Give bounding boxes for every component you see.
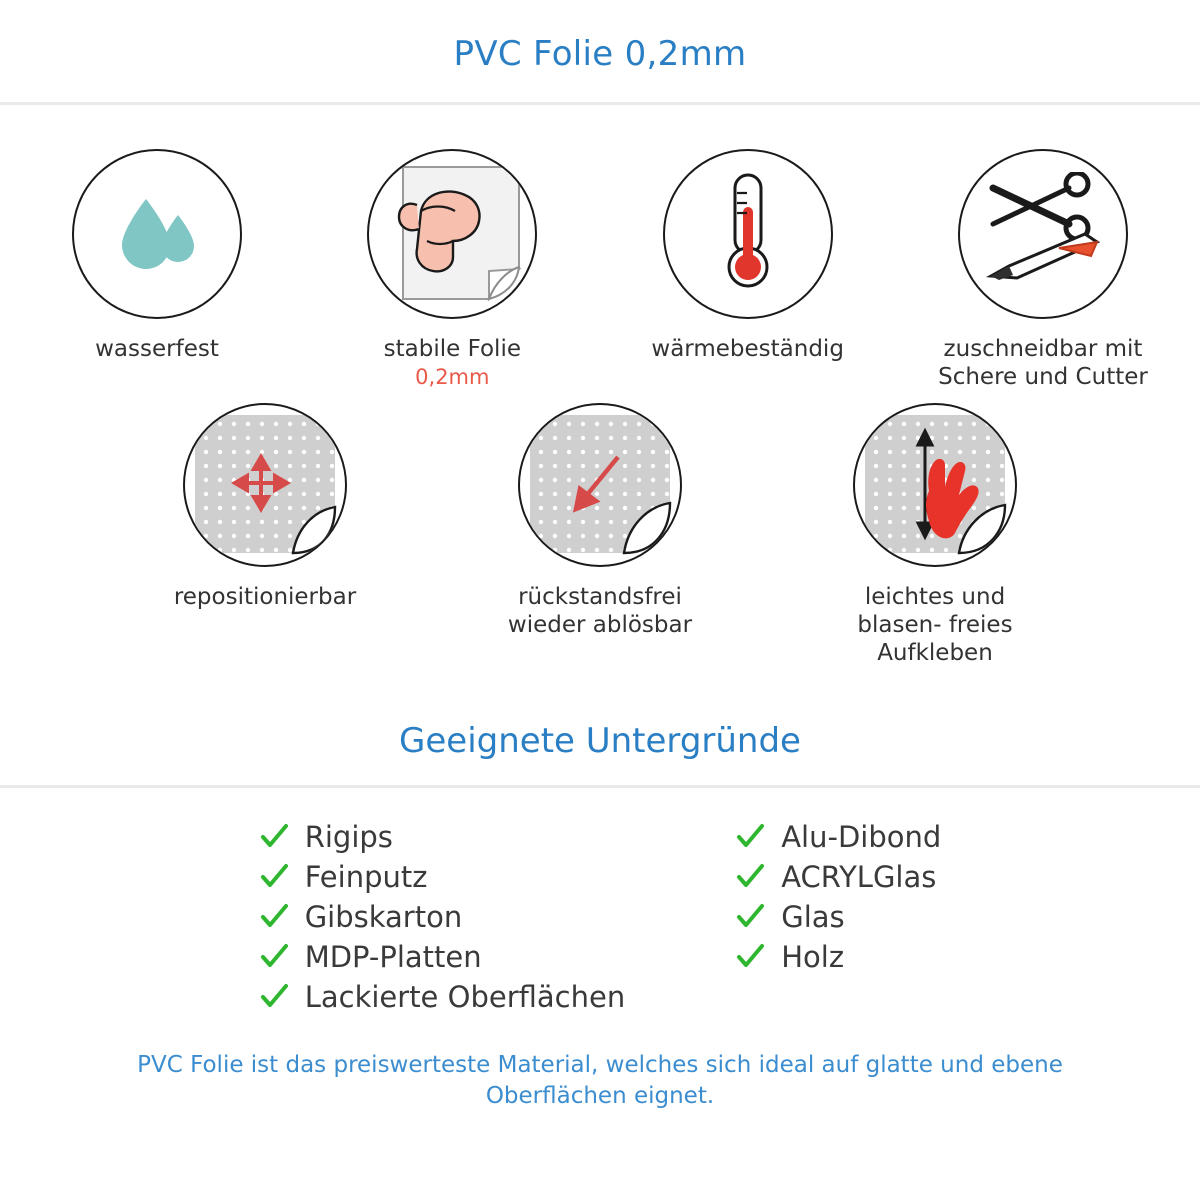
feature-label: leichtes und blasen- freies Aufkleben [857,584,1013,667]
reposition-arrows-icon [185,403,345,567]
list-item [735,940,941,974]
feature-rueckstandsfrei [485,403,715,667]
list-item [259,820,626,854]
feature-zuschneidbar [928,149,1158,391]
check-icon [735,822,765,852]
check-icon [735,942,765,972]
feature-icon-circle [183,403,347,567]
flexed-arm-icon [369,149,535,319]
list-item-label: MDP-Platten [304,940,482,975]
feature-caption [651,335,844,363]
feature-caption [928,335,1158,391]
page-title: PVC Folie 0,2mm [453,34,747,74]
feature-icon-circle [72,149,242,319]
substrates-title: Geeignete Untergründe [399,721,801,762]
feature-icon-circle [853,403,1017,567]
feature-label: rückstandsfrei wieder ablösbar [507,584,693,639]
list-item-label: ACRYLGlas [781,860,937,895]
check-icon [735,902,765,932]
scissors-cutter-icon [973,172,1113,296]
check-icon [259,902,289,932]
feature-caption [384,335,521,391]
list-item [259,980,626,1014]
list-item-label: Gibskarton [304,900,463,935]
list-item [735,900,941,934]
list-item-label: Rigips [304,820,393,855]
list-item-label: Feinputz [304,860,428,895]
feature-repositionierbar [150,403,380,667]
list-item [735,860,941,894]
feature-row-2 [0,391,1200,667]
feature-icon-circle [663,149,833,319]
hand-smoothing-icon [855,403,1015,567]
feature-wasserfest [42,149,272,391]
check-icon [259,982,289,1012]
list-item [259,940,626,974]
feature-label: wasserfest [95,336,219,362]
feature-icon-circle [518,403,682,567]
substrates-column-left [259,820,626,1014]
feature-icon-circle [958,149,1128,319]
substrates-list [0,788,1200,1014]
water-drops-icon [102,177,212,291]
substrates-column-right [735,820,941,1014]
feature-caption [820,583,1050,667]
list-item [259,900,626,934]
feature-label: zuschneidbar mit Schere und Cutter [938,336,1148,391]
feature-stabile-folie [337,149,567,391]
feature-aufkleben [820,403,1050,667]
footnote: PVC Folie ist das preiswerteste Material, welches sich ideal auf glatte und ebene Oberflächen eignet. [137,1052,1063,1110]
check-icon [259,822,289,852]
feature-label: repositionierbar [173,584,357,611]
list-item-label: Glas [781,900,845,935]
feature-label: stabile Folie [383,336,521,362]
check-icon [259,942,289,972]
feature-waermebestaendig [633,149,863,391]
substrates-header [0,721,1200,761]
list-item [259,860,626,894]
check-icon [735,862,765,892]
feature-sublabel: 0,2mm [415,365,490,390]
list-item-label: Lackierte Oberflächen [304,980,626,1015]
thermometer-icon [693,167,803,301]
list-item [735,820,941,854]
feature-label: wärmebeständig [651,336,844,362]
peel-off-arrow-icon [520,403,680,567]
feature-caption [174,583,356,611]
feature-icon-circle [367,149,537,319]
feature-caption [95,335,219,363]
header [0,0,1200,74]
feature-caption [485,583,715,639]
feature-row-1 [0,105,1200,391]
list-item-label: Holz [781,940,845,975]
list-item-label: Alu-Dibond [781,820,942,855]
check-icon [259,862,289,892]
